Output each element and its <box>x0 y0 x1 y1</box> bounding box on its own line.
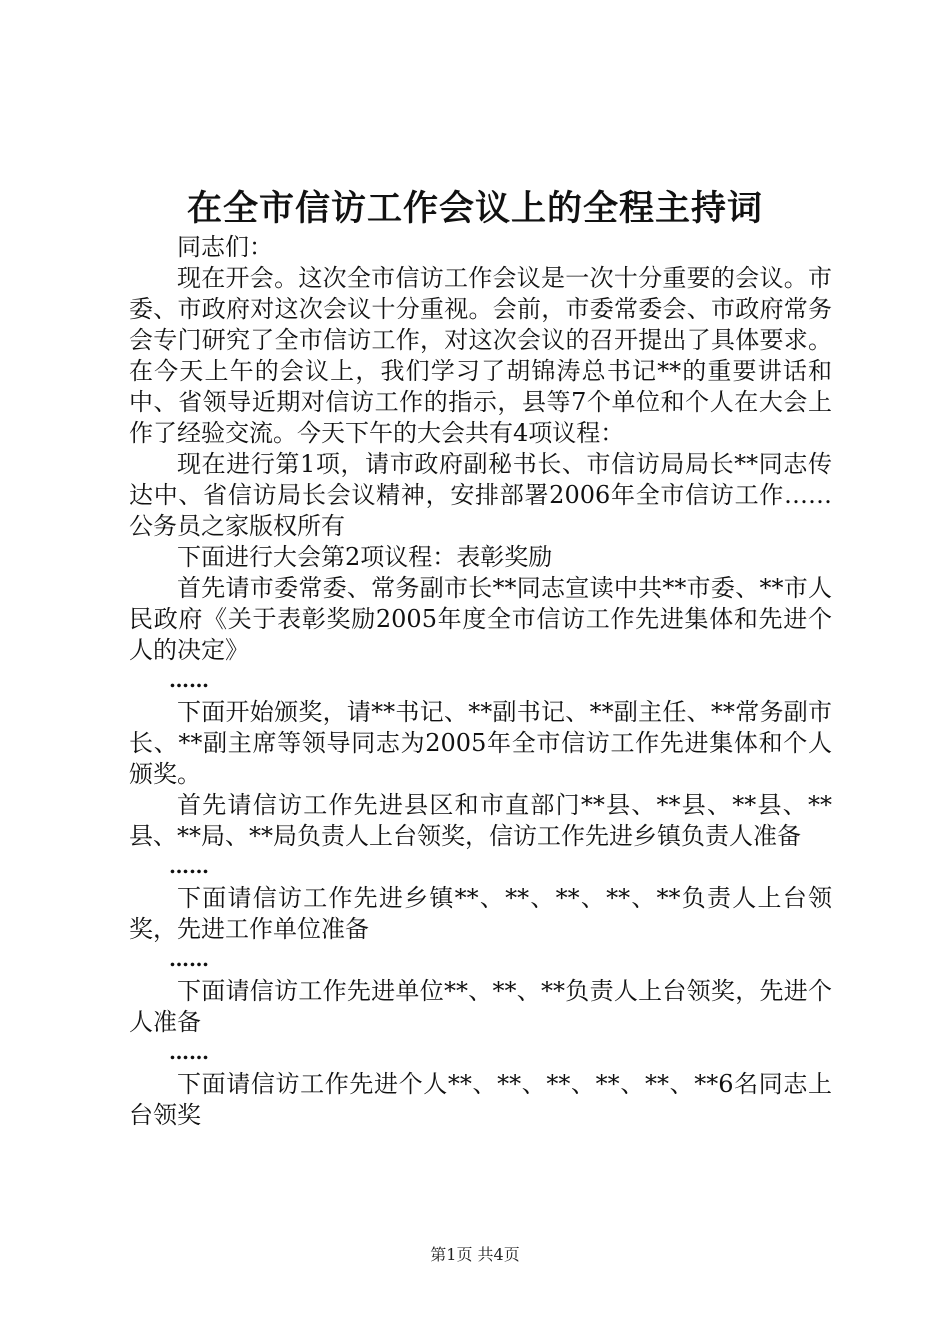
ellipsis-paragraph: …… <box>169 947 209 971</box>
page-number-footer: 第1页 共4页 <box>430 1245 520 1264</box>
body-paragraph: 首先请市委常委、常务副市长**同志宣读中共**市委、**市人民政府《关于表彰奖励2005年度全市信访工作先进集体和先进个人的决定》 <box>129 574 832 664</box>
salutation-paragraph: 同志们： <box>177 233 273 261</box>
document-body <box>129 232 832 1131</box>
body-paragraph: 下面开始颁奖，请**书记、**副书记、**副主任、**常务副市长、**副主席等领导同志为2005年全市信访工作先进集体和个人颁奖。 <box>129 698 832 788</box>
body-paragraph: 下面请信访工作先进个人**、**、**、**、**、**6名同志上台领奖 <box>129 1070 832 1129</box>
body-paragraph: 现在进行第1项，请市政府副秘书长、市信访局局长**同志传达中、省信访局长会议精神，安排部署2006年全市信访工作……公务员之家版权所有 <box>129 450 832 540</box>
ellipsis-paragraph: …… <box>169 668 209 692</box>
ellipsis-paragraph: …… <box>169 854 209 878</box>
body-paragraph: 下面请信访工作先进乡镇**、**、**、**、**负责人上台领奖，先进工作单位准备 <box>129 884 832 943</box>
document-title: 在全市信访工作会议上的全程主持词 <box>186 188 763 229</box>
body-paragraph: 下面请信访工作先进单位**、**、**负责人上台领奖，先进个人准备 <box>129 977 832 1036</box>
body-paragraph: 下面进行大会第2项议程：表彰奖励 <box>177 543 553 571</box>
ellipsis-paragraph: …… <box>169 1040 209 1064</box>
body-paragraph: 首先请信访工作先进县区和市直部门**县、**县、**县、**县、**局、**局负责人上台领奖，信访工作先进乡镇负责人准备 <box>129 791 832 850</box>
body-paragraph: 现在开会。这次全市信访工作会议是一次十分重要的会议。市委、市政府对这次会议十分重视。会前，市委常委会、市政府常务会专门研究了全市信访工作，对这次会议的召开提出了具体要求。在今天上午的会议上，我们学习了胡锦涛总书记**的重要讲话和中、省领导近期对信访工作的指示，县等7个单位和个人在大会上作了经验交流。今天下午的大会共有4项议程： <box>129 264 832 447</box>
